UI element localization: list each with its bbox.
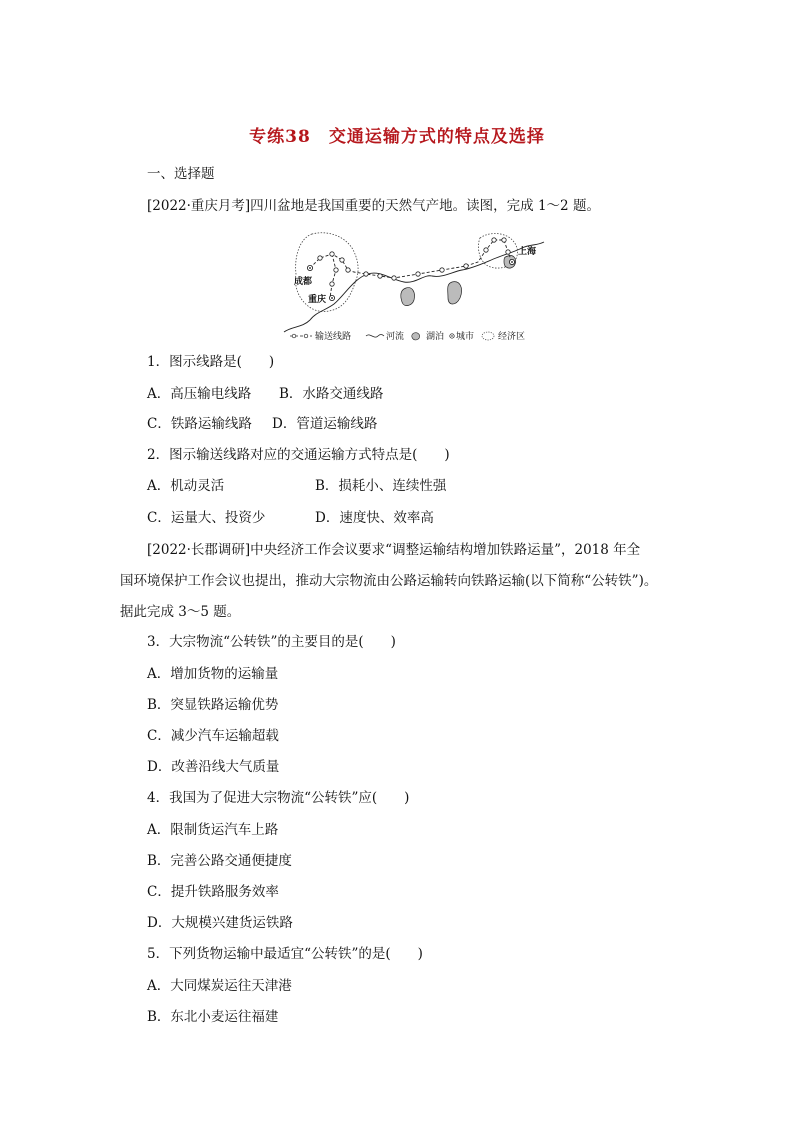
- section-heading: 一、选择题: [147, 166, 215, 182]
- route-nodes: [318, 238, 510, 286]
- q4-option-d: D．大规模兴建货运铁路: [147, 915, 293, 931]
- q1-stem: 1．图示线路是( ): [147, 354, 275, 370]
- q2-option-c: C．运量大、投资少: [147, 510, 266, 526]
- q2-option-b: B．损耗小、连续性强: [315, 478, 447, 494]
- intro-2-line-2: 国环境保护工作会议也提出，推动大宗物流由公路运输转向铁路运输(以下简称“公转铁”)。: [120, 573, 658, 589]
- page-title: 专练38 交通运输方式的特点及选择: [249, 127, 545, 147]
- q1-option-b: B．水路交通线路: [279, 386, 384, 402]
- intro-2-line-3: 据此完成 3～5 题。: [120, 604, 241, 620]
- legend-river: 河流: [386, 332, 405, 342]
- label-chengdu: 成都: [294, 277, 313, 287]
- q1-option-d: D．管道运输线路: [272, 416, 378, 432]
- intro-2-line-1: [2022·长郡调研]中央经济工作会议要求“调整运输结构增加铁路运量”，2018 年全: [147, 542, 641, 558]
- intro-1: [2022·重庆月考]四川盆地是我国重要的天然气产地。读图，完成 1～2 题。: [147, 198, 600, 214]
- q5-option-a: A．大同煤炭运往天津港: [147, 978, 292, 994]
- q3-option-b: B．突显铁路运输优势: [147, 697, 279, 713]
- q5-stem: 5．下列货物运输中最适宜“公转铁”的是( ): [147, 946, 423, 962]
- river-yangtze: [284, 242, 544, 332]
- city-chengdu-marker: [307, 265, 312, 270]
- legend-lake: 湖泊: [426, 332, 445, 342]
- q3-stem: 3．大宗物流“公转铁”的主要目的是( ): [147, 634, 396, 650]
- city-shanghai-marker: [509, 259, 514, 264]
- q5-option-b: B．东北小麦运往福建: [147, 1009, 279, 1025]
- city-chongqing-marker: [329, 295, 334, 300]
- q2-stem: 2．图示输送线路对应的交通运输方式特点是( ): [147, 447, 450, 463]
- q4-option-a: A．限制货运汽车上路: [147, 822, 279, 838]
- legend-zone: 经济区: [498, 332, 526, 342]
- q3-option-a: A．增加货物的运输量: [147, 666, 279, 682]
- legend-city: 城市: [456, 332, 475, 342]
- q4-option-c: C．提升铁路服务效率: [147, 884, 279, 900]
- q4-stem: 4．我国为了促进大宗物流“公转铁”应( ): [147, 790, 410, 806]
- label-chongqing: 重庆: [308, 295, 327, 305]
- map-legend: [290, 330, 525, 342]
- branch-route: [330, 254, 336, 298]
- q3-option-c: C．减少汽车运输超载: [147, 728, 279, 744]
- q2-option-d: D．速度快、效率高: [315, 510, 434, 526]
- q3-option-d: D．改善沿线大气质量: [147, 759, 280, 775]
- legend-route: 输送线路: [315, 332, 352, 342]
- lake-2: [448, 282, 462, 304]
- q1-option-c: C．铁路运输线路: [147, 416, 252, 432]
- label-shanghai: 上海: [518, 247, 537, 257]
- q2-option-a: A．机动灵活: [147, 478, 225, 494]
- lake-1: [401, 288, 415, 306]
- q1-option-a: A．高压输电线路: [147, 386, 252, 402]
- q4-option-b: B．完善公路交通便捷度: [147, 853, 292, 869]
- pipeline-map: [282, 226, 552, 346]
